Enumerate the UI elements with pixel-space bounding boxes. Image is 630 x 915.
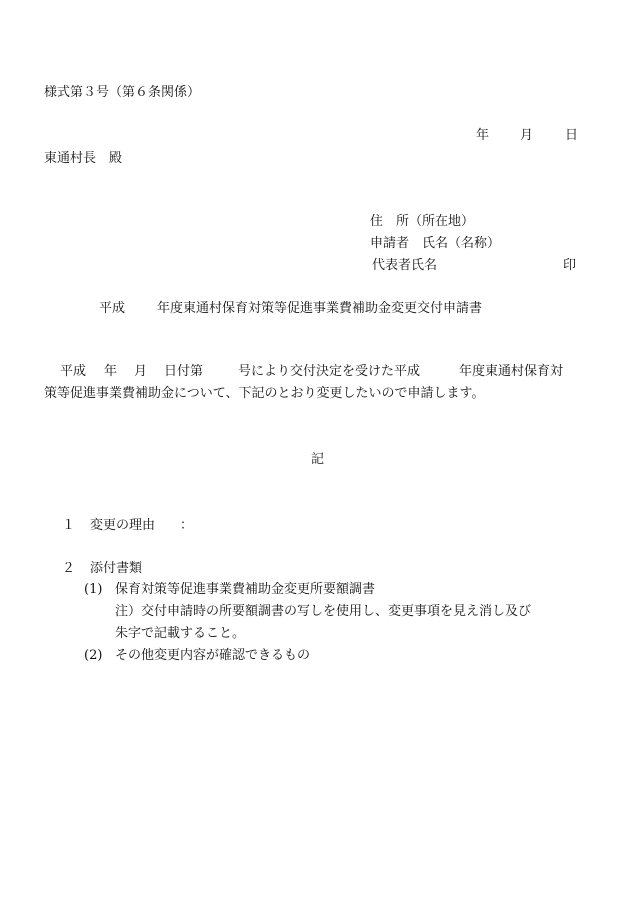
body-fiscal-year-text: 年度東通村保育対 [459, 364, 564, 379]
addressee: 東通村長 殿 [44, 151, 123, 166]
applicant-name-label: 申請者 氏名（名称） [370, 236, 501, 251]
date-year-label: 年 [476, 128, 490, 143]
date-day-label: 日 [565, 128, 579, 143]
date-month-label: 月 [520, 128, 534, 143]
item-1-colon: ： [180, 518, 194, 533]
item-1-number: １ [62, 518, 76, 533]
ki-heading: 記 [311, 452, 325, 467]
body-era: 平成 [60, 364, 87, 379]
body-month: 月 [134, 364, 148, 379]
form-number: 様式第３号（第６条関係） [44, 85, 201, 100]
item-2-label: 添付書類 [90, 561, 143, 576]
sub-item-2-text: その他変更内容が確認できるもの [115, 648, 311, 663]
item-1-label: 変更の理由 [90, 518, 156, 533]
title-text: 年度東通村保育対策等促進事業費補助金変更交付申請書 [157, 301, 483, 316]
sub-item-1-text: 保育対策等促進事業費補助金変更所要額調書 [115, 582, 376, 597]
seal-mark: 印 [563, 258, 577, 273]
representative-name-label: 代表者氏名 [372, 258, 438, 273]
body-year: 年 [104, 364, 118, 379]
item-2-number: ２ [62, 561, 76, 576]
sub-item-1-number: (1) [84, 582, 103, 597]
body-line-2: 策等促進事業費補助金について、下記のとおり変更したいので申請します。 [44, 386, 485, 401]
title-era: 平成 [99, 301, 126, 316]
sub-item-2-number: (2) [84, 648, 103, 663]
body-decision-text: 号により交付決定を受けた平成 [238, 364, 421, 379]
address-label: 住 所（所在地） [370, 214, 475, 229]
note-line-2: 朱字で記載すること。 [115, 626, 246, 641]
note-line-1: 注）交付申請時の所要額調書の写しを使用し、変更事項を見え消し及び [115, 604, 532, 619]
body-day-number: 日付第 [164, 364, 204, 379]
